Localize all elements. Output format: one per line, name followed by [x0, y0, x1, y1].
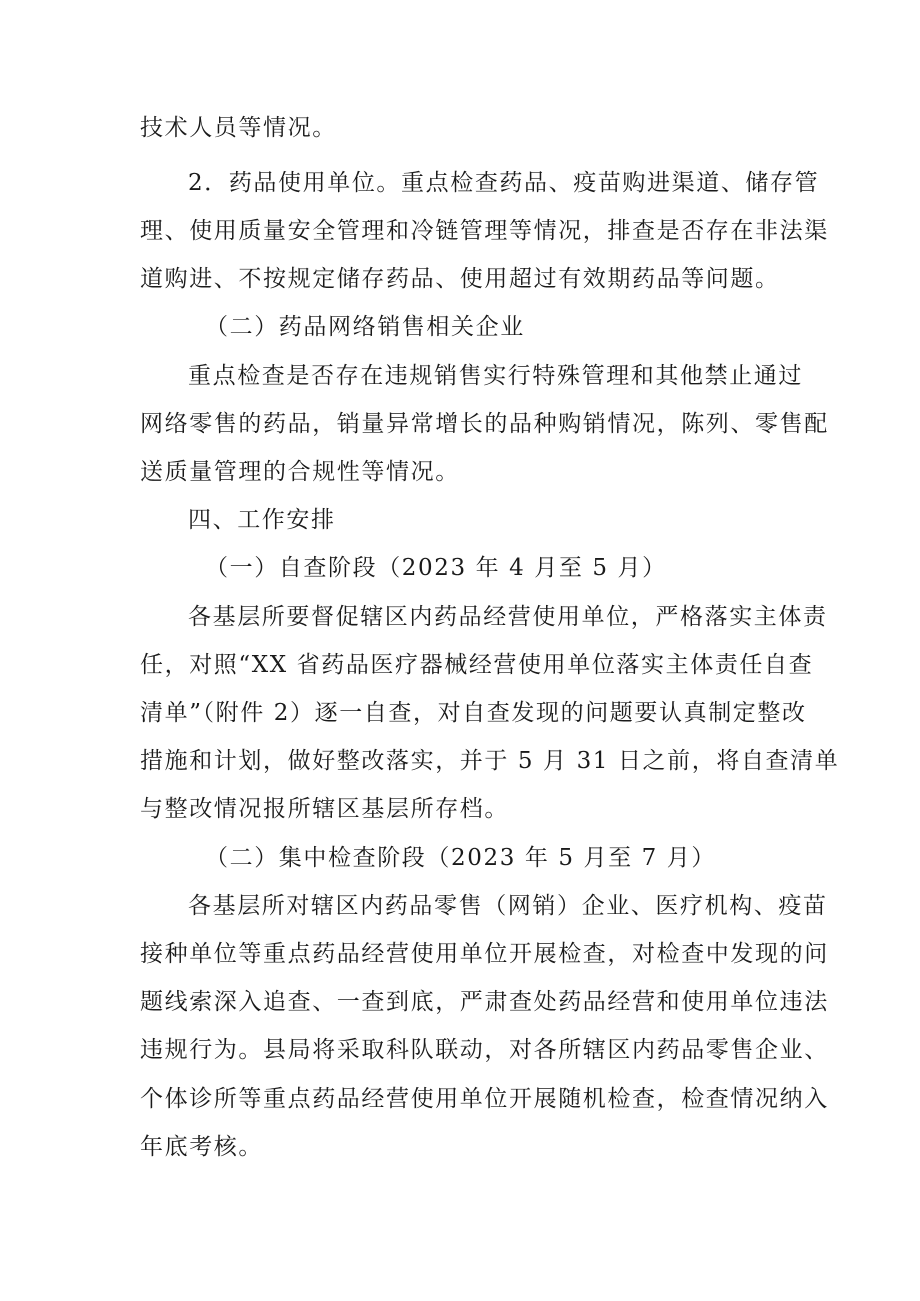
section-heading: （一）自查阶段（2023 年 4 月至 5 月）: [205, 555, 667, 581]
paragraph-line: 送质量管理的合规性等情况。: [140, 459, 460, 485]
paragraph-line: 技术人员等情况。: [140, 115, 337, 141]
paragraph-line: 各基层所对辖区内药品零售（网销）企业、医疗机构、疫苗: [188, 893, 828, 919]
paragraph-line: 个体诊所等重点药品经营使用单位开展随机检查，检查情况纳入: [140, 1086, 829, 1112]
paragraph-line: 理、使用质量安全管理和冷链管理等情况，排查是否存在非法渠: [140, 218, 829, 244]
paragraph-line: 接种单位等重点药品经营使用单位开展检查，对检查中发现的问: [140, 941, 829, 967]
section-heading: 四、工作安排: [188, 507, 336, 533]
paragraph-line: 网络零售的药品，销量异常增长的品种购销情况，陈列、零售配: [140, 411, 829, 437]
paragraph-line: 任，对照“XX 省药品医疗器械经营使用单位落实主体责任自查: [140, 652, 814, 678]
section-heading: （二）药品网络销售相关企业: [205, 314, 525, 340]
paragraph-line: 与整改情况报所辖区基层所存档。: [140, 796, 509, 822]
paragraph-line: 2．药品使用单位。重点检查药品、疫苗购进渠道、储存管: [188, 170, 820, 196]
paragraph-line: 措施和计划，做好整改落实，并于 5 月 31 日之前，将自查清单: [140, 748, 840, 774]
paragraph-line: 各基层所要督促辖区内药品经营使用单位，严格落实主体责: [188, 604, 828, 630]
paragraph-line: 题线索深入追查、一查到底，严肃查处药品经营和使用单位违法: [140, 989, 829, 1015]
paragraph-line: 清单”（附件 2）逐一自查，对自查发现的问题要认真制定整改: [140, 700, 807, 726]
section-heading: （二）集中检查阶段（2023 年 5 月至 7 月）: [205, 845, 716, 871]
paragraph-line: 年底考核。: [140, 1134, 263, 1160]
paragraph-line: 违规行为。县局将采取科队联动，对各所辖区内药品零售企业、: [140, 1037, 829, 1063]
paragraph-line: 道购进、不按规定储存药品、使用超过有效期药品等问题。: [140, 266, 780, 292]
paragraph-line: 重点检查是否存在违规销售实行特殊管理和其他禁止通过: [188, 363, 803, 389]
